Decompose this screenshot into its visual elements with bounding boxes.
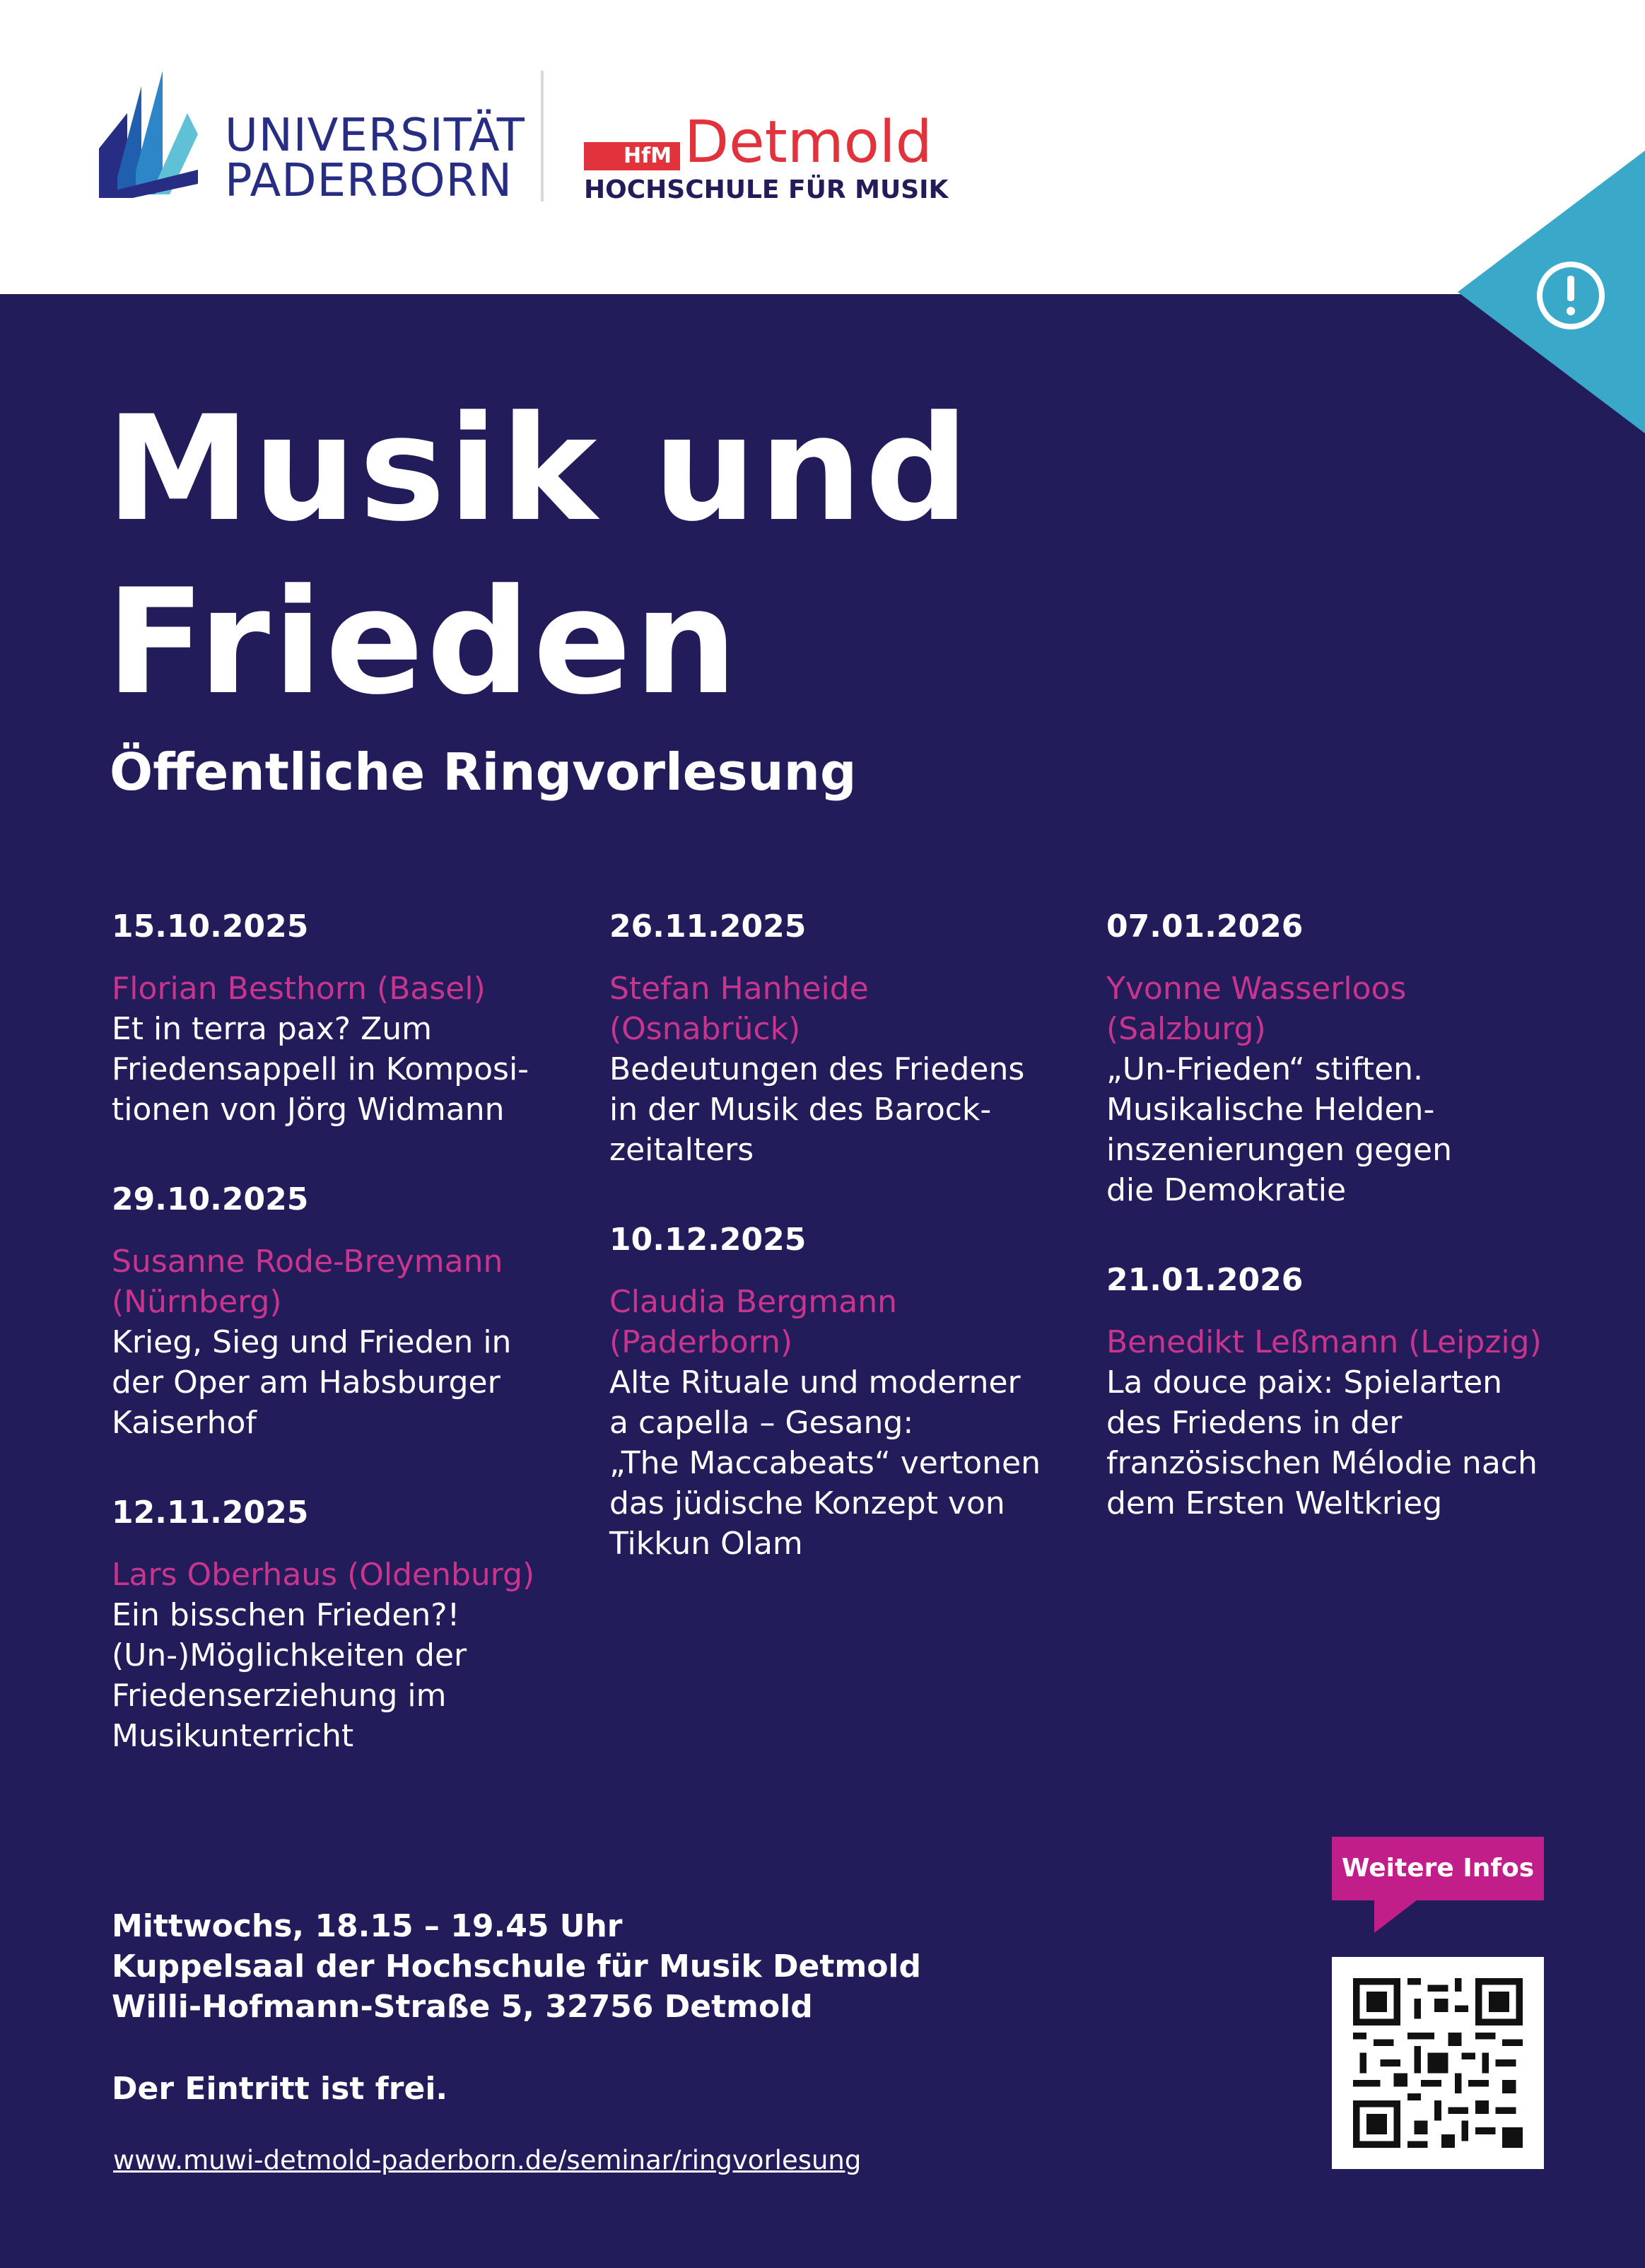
university-paderborn-logo xyxy=(99,71,525,207)
university-name-line2: PADERBORN xyxy=(225,155,513,207)
hfm-badge: HfM xyxy=(584,142,680,170)
lecture-entry xyxy=(1106,906,1601,1210)
event-venue: Kuppelsaal der Hochschule für Musik Detmold xyxy=(112,1948,922,1984)
page-subtitle: Öffentliche Ringvorlesung xyxy=(110,742,857,802)
lecture-speaker: Stefan Hanheide (Osnabrück) xyxy=(609,971,869,1047)
schedule-column-3 xyxy=(1106,906,1601,1573)
lecture-title: Krieg, Sieg und Frieden in der Oper am Habsburger Kaiserhof xyxy=(112,1324,512,1441)
more-info-badge: Weitere Infos xyxy=(1332,1837,1544,1900)
lecture-entry xyxy=(609,906,1069,1170)
lecture-entry xyxy=(112,1492,571,1756)
schedule-column-1 xyxy=(112,906,571,1806)
lecture-entry xyxy=(609,1220,1069,1564)
lecture-title: Alte Rituale und moderner a capella – Gesang: „The Maccabeats“ vertonen das jüdische Konzept von Tikkun Olam xyxy=(609,1364,1041,1562)
lecture-date: 10.12.2025 xyxy=(609,1222,807,1258)
lecture-date: 12.11.2025 xyxy=(112,1495,309,1531)
lecture-speaker: Benedikt Leßmann (Leipzig) xyxy=(1106,1324,1542,1360)
hfm-city: Detmold xyxy=(684,109,932,176)
lecture-entry xyxy=(1106,1260,1601,1524)
lecture-speaker: Susanne Rode-Breymann (Nürnberg) xyxy=(112,1244,503,1320)
lecture-date: 21.01.2026 xyxy=(1106,1262,1304,1298)
lecture-title: La douce paix: Spielarten des Friedens in der französischen Mélodie nach dem Ersten Weltkrieg xyxy=(1106,1364,1538,1521)
lecture-speaker: Florian Besthorn (Basel) xyxy=(112,971,486,1007)
website-link[interactable]: www.muwi-detmold-paderborn.de/seminar/ringvorlesung xyxy=(113,2145,862,2175)
lecture-entry xyxy=(112,906,571,1130)
title-line1: Musik und xyxy=(106,385,972,554)
logo-divider xyxy=(541,71,544,201)
lecture-speaker: Claudia Bergmann (Paderborn) xyxy=(609,1284,897,1360)
lecture-speaker: Lars Oberhaus (Oldenburg) xyxy=(112,1557,535,1593)
lecture-entry xyxy=(112,1179,571,1443)
lecture-title: Ein bisschen Frieden?! (Un-)Möglichkeiten der Friedenserziehung im Musikunterricht xyxy=(112,1597,467,1754)
lecture-title: Et in terra pax? Zum Friedensappell in Komposi- tionen von Jörg Widmann xyxy=(112,1011,529,1128)
header xyxy=(0,0,1645,294)
lecture-date: 07.01.2026 xyxy=(1106,908,1304,945)
lecture-date: 29.10.2025 xyxy=(112,1181,309,1217)
upb-logo-mark-icon xyxy=(99,71,212,198)
title-line2: Frieden xyxy=(106,559,741,727)
lecture-title: „Un-Frieden“ stiften. Musikalische Helden- inszenierungen gegen die Demokratie xyxy=(1106,1051,1453,1208)
alert-icon xyxy=(1535,260,1606,331)
lecture-date: 15.10.2025 xyxy=(112,908,309,945)
event-address: Willi-Hofmann-Straße 5, 32756 Detmold xyxy=(112,1989,813,2025)
more-info-badge-tail xyxy=(1374,1900,1417,1933)
hfm-subtitle: HOCHSCHULE FÜR MUSIK xyxy=(584,175,949,204)
event-details xyxy=(112,1906,921,2027)
schedule-column-2 xyxy=(609,906,1069,1613)
lecture-title: Bedeutungen des Friedens in der Musik des Barock- zeitalters xyxy=(609,1051,1025,1168)
event-time: Mittwochs, 18.15 – 19.45 Uhr xyxy=(112,1908,623,1944)
lecture-date: 26.11.2025 xyxy=(609,908,807,945)
hfm-detmold-logo xyxy=(584,109,949,209)
qr-code[interactable] xyxy=(1332,1957,1544,2169)
qr-code-icon xyxy=(1353,1978,1523,2148)
university-name-line1: UNIVERSITÄT xyxy=(225,110,525,162)
page-title xyxy=(106,383,972,730)
admission-note: Der Eintritt ist frei. xyxy=(112,2071,448,2107)
lecture-speaker: Yvonne Wasserloos (Salzburg) xyxy=(1106,971,1407,1047)
